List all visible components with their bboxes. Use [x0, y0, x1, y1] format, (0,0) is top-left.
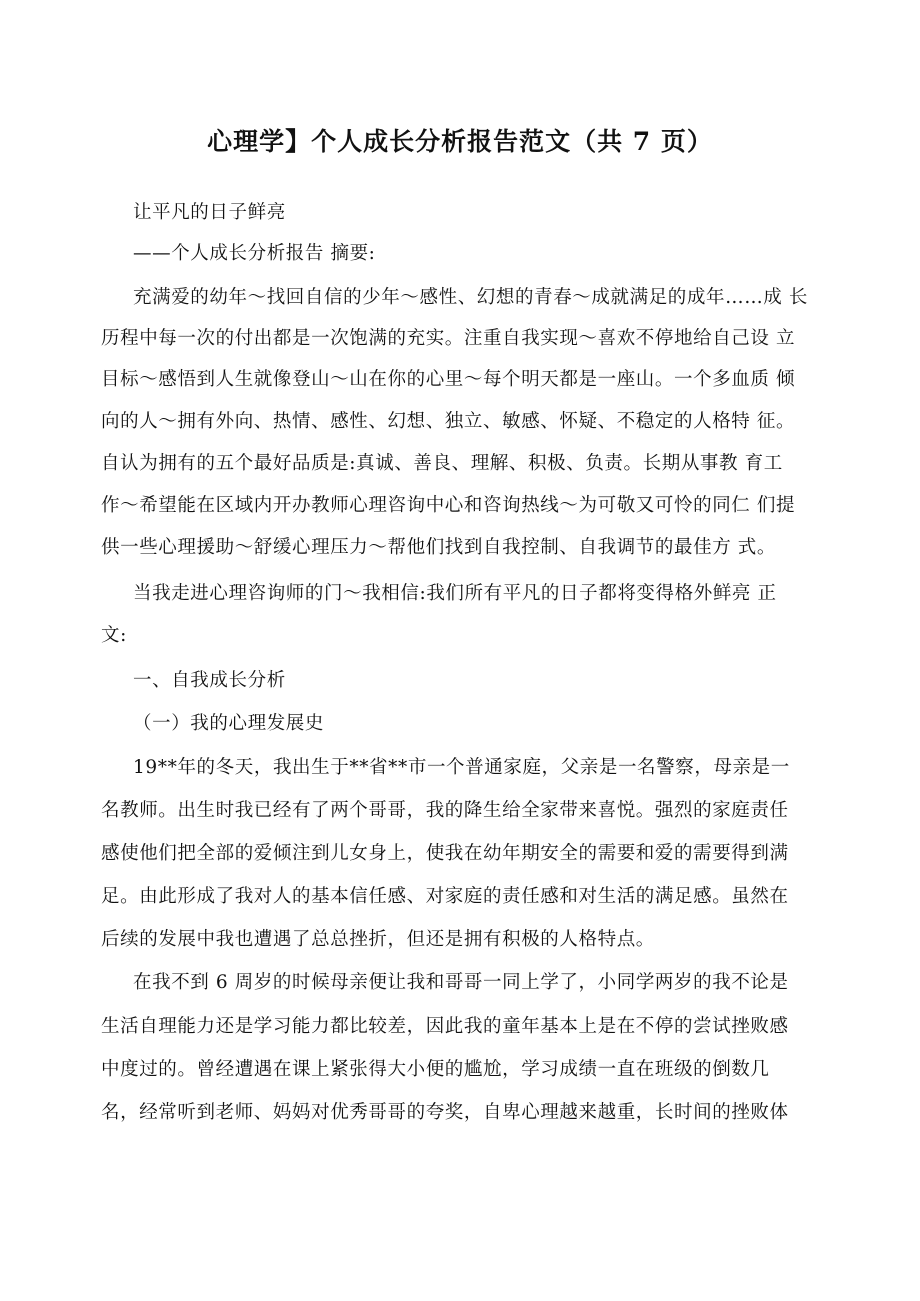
- paragraph-line: 向的人～拥有外向、热情、感性、幻想、独立、敏感、怀疑、不稳定的人格特 征。: [101, 411, 796, 432]
- paragraph-line: 文:: [101, 625, 127, 646]
- paragraph-line: 供一些心理援助～舒缓心理压力～帮他们找到自我控制、自我调节的最佳方 式。: [101, 537, 776, 558]
- paragraph-line: 当我走进心理咨询师的门～我相信:我们所有平凡的日子都将变得格外鲜亮 正: [133, 583, 777, 604]
- paragraph-line: 名，经常听到老师、妈妈对优秀哥哥的夸奖，自卑心理越来越重，长时间的挫败体: [101, 1102, 789, 1123]
- paragraph-line: 在我不到 6 周岁的时候母亲便让我和哥哥一同上学了，小同学两岁的我不论是: [133, 972, 789, 993]
- paragraph-line: 名教师。出生时我已经有了两个哥哥，我的降生给全家带来喜悦。强烈的家庭责任: [101, 800, 789, 821]
- document-title: 心理学】个人成长分析报告范文（共 7 页）: [207, 127, 713, 156]
- paragraph-line: 历程中每一次的付出都是一次饱满的充实。注重自我实现～喜欢不停地给自己设 立: [101, 328, 796, 349]
- paragraph-line: 自认为拥有的五个最好品质是:真诚、善良、理解、积极、负责。长期从事教 育工: [101, 453, 783, 474]
- paragraph-line: 充满爱的幼年～找回自信的少年～感性、幻想的青春～成就满足的成年……成 长: [133, 287, 808, 308]
- paragraph-line: 中度过的。曾经遭遇在课上紧张得大小便的尴尬，学习成绩一直在班级的倒数几: [101, 1059, 770, 1080]
- paragraph-line: 足。由此形成了我对人的基本信任感、对家庭的责任感和对生活的满足感。虽然在: [101, 886, 789, 907]
- section-heading: 一、自我成长分析: [133, 670, 286, 691]
- paragraph-line: 后续的发展中我也遭遇了总总挫折，但还是拥有积极的人格特点。: [101, 929, 655, 950]
- paragraph-line: 19**年的冬天，我出生于**省**市一个普通家庭，父亲是一名警察，母亲是一: [133, 757, 790, 778]
- subtitle-line: 让平凡的日子鲜亮: [133, 202, 286, 223]
- paragraph-line: 感使他们把全部的爱倾注到儿女身上，使我在幼年期安全的需要和爱的需要得到满: [101, 843, 789, 864]
- abstract-heading-line: ——个人成长分析报告 摘要:: [133, 243, 376, 264]
- paragraph-line: 生活自理能力还是学习能力都比较差，因此我的童年基本上是在不停的尝试挫败感: [101, 1016, 789, 1037]
- subsection-heading: （一）我的心理发展史: [133, 713, 325, 734]
- paragraph-line: 目标～感悟到人生就像登山～山在你的心里～每个明天都是一座山。一个多血质 倾: [101, 369, 796, 390]
- paragraph-line: 作～希望能在区域内开办教师心理咨询中心和咨询热线～为可敬又可怜的同仁 们提: [101, 495, 796, 516]
